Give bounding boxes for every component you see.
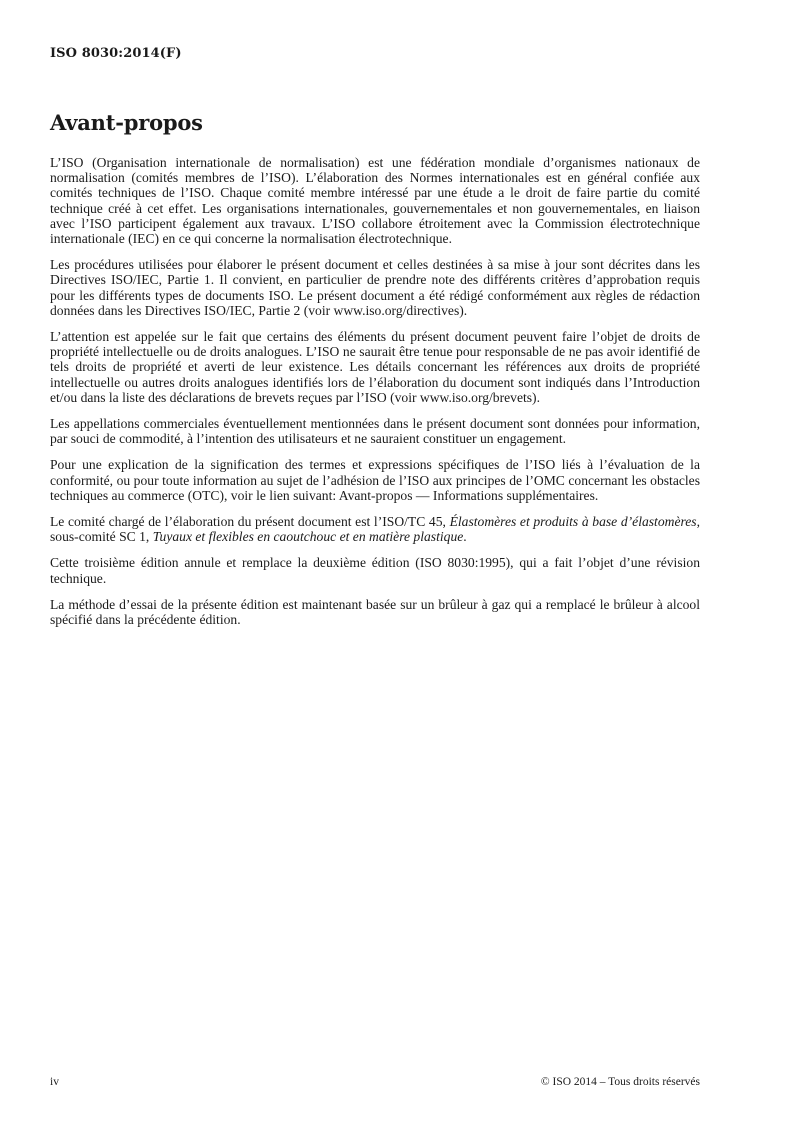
paragraph-committee [50, 514, 700, 544]
committee-tc-title: Élastomères et produits à base d’élastomères [449, 514, 697, 530]
committee-middle: , sous-comité SC 1, [50, 514, 700, 545]
paragraph-test-method: La méthode d’essai de la présente édition est maintenant basée sur un brûleur à gaz qui a remplacé le brûleur à alcool spécifié dans la précédente édition. [50, 596, 700, 628]
copyright-notice: © ISO 2014 – Tous droits réservés [540, 1076, 700, 1088]
committee-prefix: Le comité chargé de l’élaboration du présent document est l’ISO/TC 45, [50, 514, 450, 530]
committee-suffix: . [463, 529, 467, 545]
document-id: ISO 8030:2014(F) [50, 46, 182, 61]
paragraph-patents: L’attention est appelée sur le fait que certains des éléments du présent document peuvent faire l’objet de droits de propriété intellectuelle ou de droits analogues. L’ISO ne saurait être tenue pour responsable de ne pas avoir identifié de tels droits de propriété et averti de leur existence. Les détails concernant les références aux droits de propriété intellectuelle ou autres droits analogues identifiés lors de l’élaboration du document sont indiqués dans l’Introduction et/ou dans la liste des déclarations de brevets reçues par l’ISO (voir www.iso.org/brevets). [50, 329, 700, 405]
page-title: Avant-propos [50, 110, 203, 135]
page-number: iv [50, 1076, 59, 1088]
paragraph-iso-intro: L’ISO (Organisation internationale de normalisation) est une fédération mondiale d’organismes nationaux de normalisation (comités membres de l’ISO). L’élaboration des Normes internationales est en général confiée aux comités techniques de l’ISO. Chaque comité membre intéressé par une étude a le droit de faire partie du comité technique créé à cet effet. Les organisations internationales, gouvernementales et non gouvernementales, en liaison avec l’ISO participent également aux travaux. L’ISO collabore étroitement avec la Commission électrotechnique internationale (IEC) en ce qui concerne la normalisation électrotechnique. [50, 155, 700, 247]
paragraph-conformity: Pour une explication de la signification des termes et expressions spécifiques de l’ISO liés à l’évaluation de la conformité, ou pour toute information au sujet de l’adhésion de l’ISO aux principes de l’OMC concernant les obstacles techniques au commerce (OTC), voir le lien suivant: Avant-propos — Informations supplémentaires. [50, 457, 700, 503]
paragraph-procedures: Les procédures utilisées pour élaborer le présent document et celles destinées à sa mise à jour sont décrites dans les Directives ISO/IEC, Partie 1. Il convient, en particulier de prendre note des différents critères d’approbation requis pour les différents types de documents ISO. Le présent document a été rédigé conformément aux règles de rédaction données dans les Directives ISO/IEC, Partie 2 (voir www.iso.org/directives). [50, 257, 700, 318]
document-body [50, 155, 700, 638]
committee-sc-title: Tuyaux et flexibles en caoutchouc et en matière plastique [152, 529, 464, 545]
paragraph-trade-names: Les appellations commerciales éventuellement mentionnées dans le présent document sont données pour information, par souci de commodité, à l’intention des utilisateurs et ne sauraient constituer un engagement. [50, 416, 700, 447]
paragraph-edition: Cette troisième édition annule et remplace la deuxième édition (ISO 8030:1995), qui a fait l’objet d’une révision technique. [50, 555, 700, 586]
